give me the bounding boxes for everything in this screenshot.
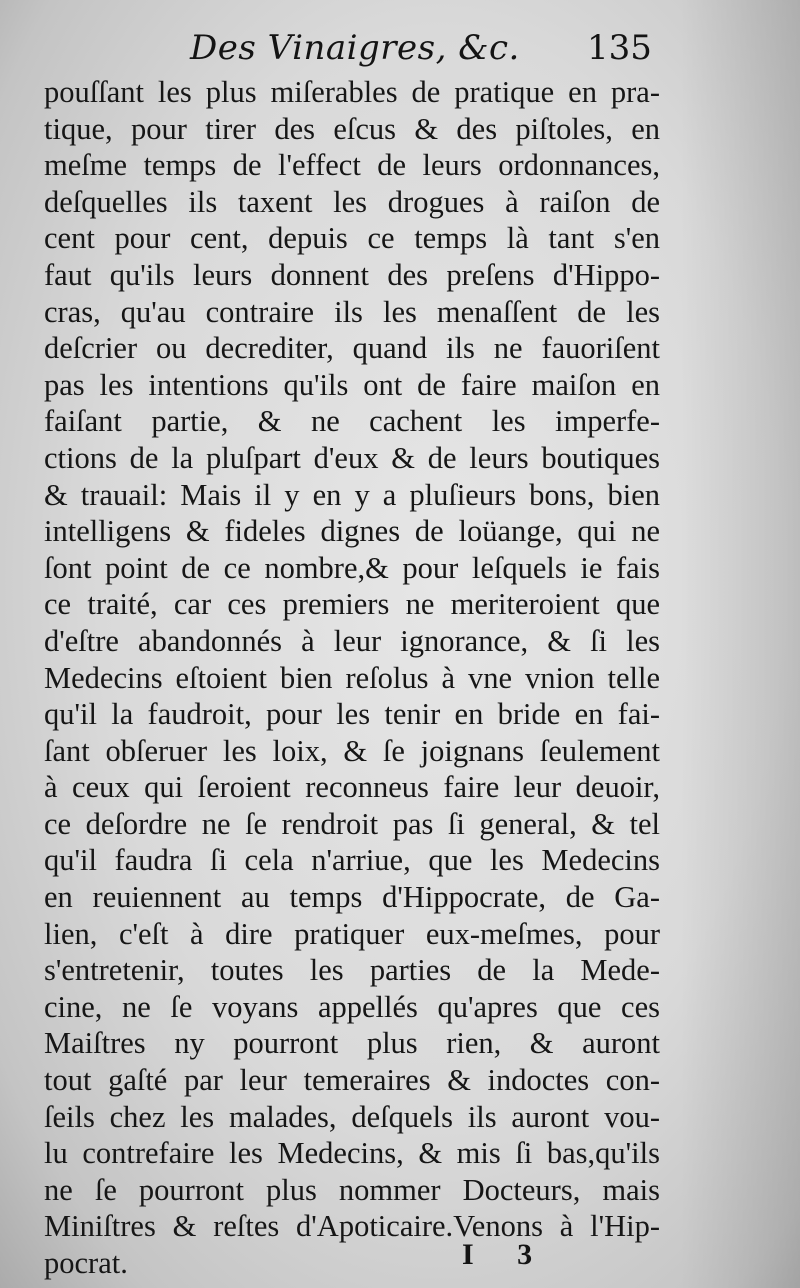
text-line: pouſſant les plus miſerables de pratique en pra- [44,75,660,109]
text-line: faut qu'ils leurs donnent des preſens d'Hippo- [44,257,660,292]
text-line: d'eſtre abandonnés à leur ignorance, & ſi les [44,623,660,658]
body-text [44,74,660,1282]
page-edge-shadow [680,0,800,1288]
text-line: meſme temps de l'effect de leurs ordonnances, [44,148,660,183]
text-line: qu'il la faudroit, pour les tenir en bride en fai- [44,697,660,732]
text-line: ctions de la pluſpart d'eux & de leurs boutiques [44,440,660,475]
page-number: 135 [587,28,652,68]
text-line: Medecins eſtoient bien reſolus à vne vnion telle [44,660,660,695]
running-head: Des Vinaigres, &c. [190,28,520,68]
text-line: ce traité, car ces premiers ne meriteroient que [44,587,660,622]
text-line: ſant obſeruer les loix, & ſe joignans ſeulement [44,733,660,768]
text-line: faiſant partie, & ne cachent les imperfe- [44,404,660,439]
text-line: tout gaſté par leur temeraires & indoctes con- [44,1063,660,1098]
text-line: à ceux qui ſeroient reconneus faire leur deuoir, [44,770,660,805]
text-line: ne ſe pourront plus nommer Docteurs, mais [44,1172,660,1207]
text-line: ſeils chez les malades, deſquels ils auront vou- [44,1099,660,1134]
text-line: pas les intentions qu'ils ont de faire maiſon en [44,367,660,402]
text-line: cent pour cent, depuis ce temps là tant s'en [44,221,660,256]
text-line: intelligens & fideles dignes de loüange, qui ne [44,514,660,549]
text-line: cine, ne ſe voyans appellés qu'apres que ces [44,989,660,1024]
text-line: tique, pour tirer des eſcus & des piſtoles, en [44,111,660,146]
text-line: Maiſtres ny pourront plus rien, & auront [44,1026,660,1061]
text-line: pocrat. [44,1246,128,1280]
text-line: s'entretenir, toutes les parties de la Mede- [44,953,660,988]
text-line: lien, c'eſt à dire pratiquer eux-meſmes, pour [44,916,660,951]
text-line: deſquelles ils taxent les drogues à raiſon de [44,184,660,219]
text-line: lu contrefaire les Medecins, & mis ſi bas,qu'ils [44,1136,660,1171]
text-line: & trauail: Mais il y en y a pluſieurs bons, bien [44,477,660,512]
text-line: en reuiennent au temps d'Hippocrate, de Ga- [44,880,660,915]
signature-mark: I 3 [462,1238,551,1271]
text-line: Miniſtres & reſtes d'Apoticaire.Venons à l'Hip- [44,1209,660,1244]
page-header [0,28,800,78]
text-line: ſont point de ce nombre,& pour leſquels ie fais [44,550,660,585]
text-line: deſcrier ou decrediter, quand ils ne fauoriſent [44,331,660,366]
text-line: qu'il faudra ſi cela n'arriue, que les Medecins [44,843,660,878]
text-line: cras, qu'au contraire ils les menaſſent de les [44,294,660,329]
text-line: ce deſordre ne ſe rendroit pas ſi general, & tel [44,806,660,841]
